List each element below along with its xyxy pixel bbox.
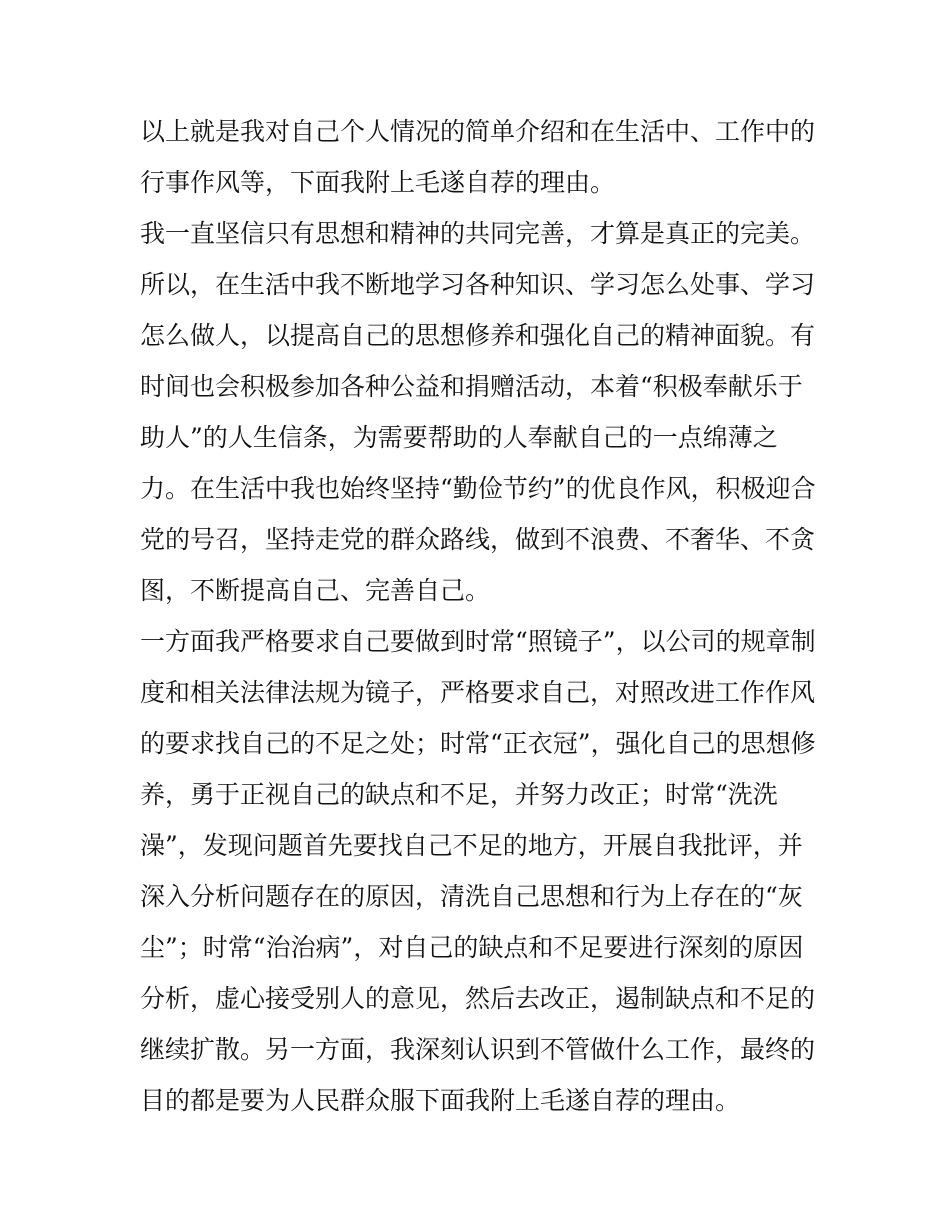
text-line-14: 养，勇于正视自己的缺点和不足，并努力改正；时常“洗洗 bbox=[140, 780, 778, 809]
text-line-15: 澡”，发现问题首先要找自己不足的地方，开展自我批评，并 bbox=[140, 831, 803, 860]
text-line-2: 行事作风等，下面我附上毛遂自荐的理由。 bbox=[140, 168, 616, 197]
text-line-20: 目的都是要为人民群众服下面我附上毛遂自荐的理由。 bbox=[140, 1086, 741, 1115]
body-text bbox=[140, 106, 820, 1126]
text-line-9: 党的号召，坚持走党的群众路线，做到不浪费、不奢华、不贪 bbox=[140, 525, 816, 554]
text-line-8: 力。在生活中我也始终坚持“勤俭节约”的优良作风，积极迎合 bbox=[140, 474, 816, 503]
text-line-10: 图，不断提高自己、完善自己。 bbox=[140, 576, 491, 605]
text-line-6: 时间也会积极参加各种公益和捐赠活动，本着“积极奉献乐于 bbox=[140, 372, 803, 401]
text-line-16: 深入分析问题存在的原因，清洗自己思想和行为上存在的“灰 bbox=[140, 882, 803, 911]
text-line-4: 所以，在生活中我不断地学习各种知识、学习怎么处事、学习 bbox=[140, 270, 816, 299]
text-line-18: 分析，虚心接受别人的意见，然后去改正，遏制缺点和不足的 bbox=[140, 984, 816, 1013]
text-line-3: 我一直坚信只有思想和精神的共同完善，才算是真正的完美。 bbox=[140, 219, 816, 248]
text-line-11: 一方面我严格要求自己要做到时常“照镜子”，以公司的规章制 bbox=[140, 627, 816, 656]
text-line-13: 的要求找自己的不足之处；时常“正衣冠”，强化自己的思想修 bbox=[140, 729, 816, 758]
text-line-17: 尘”；时常“治治病”，对自己的缺点和不足要进行深刻的原因 bbox=[140, 933, 804, 962]
text-line-12: 度和相关法律法规为镜子，严格要求自己，对照改进工作作风 bbox=[140, 678, 816, 707]
text-line-5: 怎么做人，以提高自己的思想修养和强化自己的精神面貌。有 bbox=[140, 321, 816, 350]
text-line-1: 以上就是我对自己个人情况的简单介绍和在生活中、工作中的 bbox=[140, 117, 816, 146]
text-line-7: 助人”的人生信条，为需要帮助的人奉献自己的一点绵薄之 bbox=[140, 423, 778, 452]
text-line-19: 继续扩散。另一方面，我深刻认识到不管做什么工作，最终的 bbox=[140, 1035, 816, 1064]
